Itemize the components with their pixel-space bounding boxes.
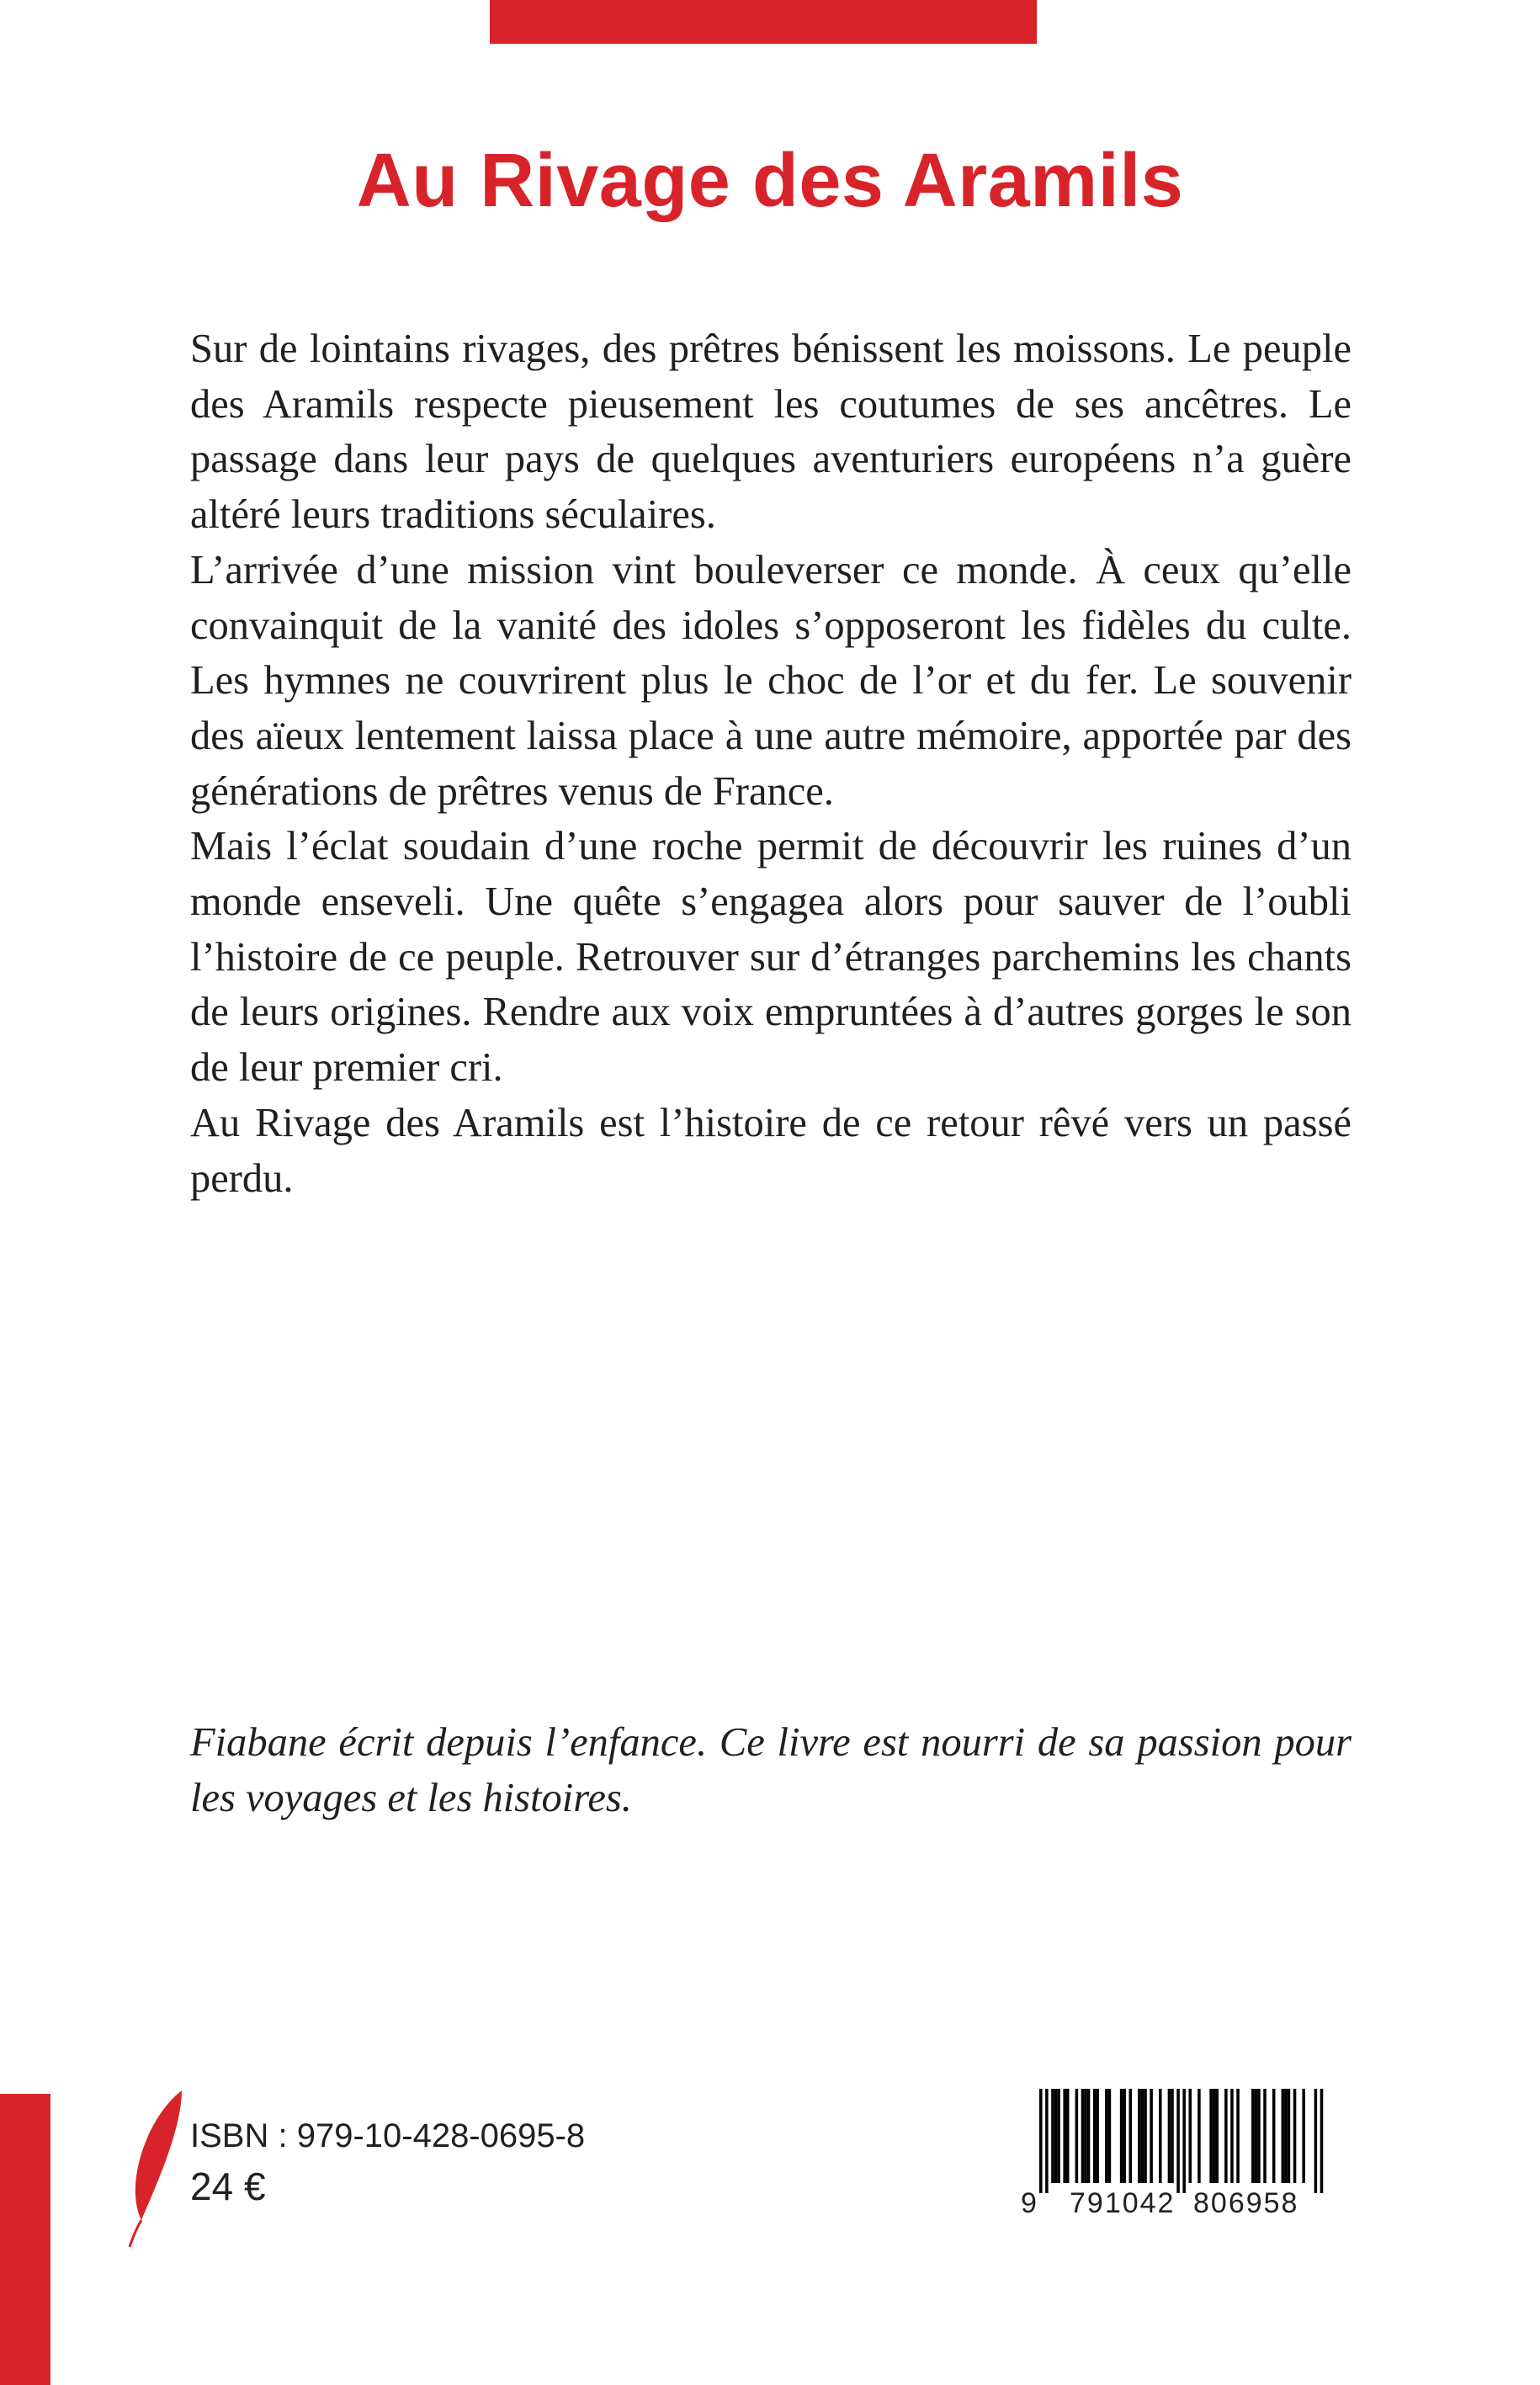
barcode-icon: [1021, 2089, 1330, 2272]
barcode-bar: [1272, 2089, 1276, 2183]
barcode-bar: [1144, 2089, 1147, 2183]
barcode-bar: [1209, 2089, 1213, 2183]
barcode-right-digits: 806958: [1193, 2187, 1299, 2219]
barcode-bar: [1236, 2089, 1240, 2183]
barcode-bar: [1284, 2089, 1288, 2183]
barcode-bar: [1293, 2089, 1297, 2183]
barcode-bar: [1320, 2089, 1324, 2193]
side-accent-bar: [0, 2094, 50, 2385]
barcode-bar: [1123, 2089, 1126, 2183]
barcode-bar: [1081, 2089, 1085, 2183]
barcode-bar: [1075, 2089, 1079, 2183]
barcode-bar: [1096, 2089, 1099, 2183]
barcode-bar: [1251, 2089, 1255, 2183]
barcode-bar: [1189, 2089, 1192, 2183]
barcode-bar: [1150, 2089, 1153, 2183]
barcode-bar: [1066, 2089, 1070, 2183]
barcode-bar: [1288, 2089, 1291, 2183]
barcode-bar: [1224, 2089, 1228, 2183]
barcode-bar: [1257, 2089, 1261, 2183]
barcode-bar: [1138, 2089, 1141, 2183]
barcode-bar: [1045, 2089, 1049, 2193]
synopsis-paragraph-4: Au Rivage des Aramils est l’histoire de ce retour rêvé vers un passé perdu.: [190, 1100, 1351, 1201]
top-accent-bar: [490, 0, 1037, 44]
barcode-bar: [1182, 2089, 1186, 2193]
barcode-bar: [1087, 2089, 1091, 2183]
barcode-bar: [1108, 2089, 1112, 2183]
barcode-bar: [1176, 2089, 1180, 2193]
feather-logo-icon: [126, 2089, 185, 2249]
barcode-bar: [1263, 2089, 1267, 2183]
author-bio: Fiabane écrit depuis l’enfance. Ce livre est nourri de sa passion pour les voyages et les histoires.: [190, 1720, 1351, 1820]
isbn-text: ISBN : 979-10-428-0695-8: [190, 2117, 586, 2154]
synopsis-paragraph-2: L’arrivée d’une mission vint bouleverser ce monde. À ceux qu’elle convainquit de la vanité des idoles s’opposeront les fidèles du culte. Les hymnes ne couvrirent plus le choc de l’or et du fer. Le souvenir des aïeux lentement laissa place à une autre mémoire, apportée par des générations de prêtres venus de France.: [190, 547, 1351, 814]
barcode-bar: [1282, 2089, 1285, 2183]
synopsis: [190, 321, 1351, 1206]
barcode-bar: [1120, 2089, 1123, 2183]
barcode-bar: [1255, 2089, 1258, 2183]
barcode-number: [1021, 2185, 1330, 2222]
barcode-bar: [1051, 2089, 1054, 2183]
barcode-bar: [1213, 2089, 1216, 2183]
barcode-bar: [1054, 2089, 1058, 2183]
barcode-lead-digit: 9: [1021, 2187, 1037, 2219]
barcode-bar: [1159, 2089, 1162, 2183]
barcode-bar: [1093, 2089, 1097, 2183]
barcode-bar: [1141, 2089, 1144, 2183]
barcode-bar: [1168, 2089, 1171, 2183]
synopsis-paragraph-3: Mais l’éclat soudain d’une roche permit de découvrir les ruines d’un monde enseveli. Une quête s’engagea alors pour sauver de l’oubli l’histoire de ce peuple. Retrouver sur d’étranges parchemins les chants de leurs origines. Rendre aux voix empruntées à d’autres gorges le son de leur premier cri.: [190, 824, 1351, 1091]
barcode-bar: [1084, 2089, 1087, 2183]
barcode-bar: [1039, 2089, 1043, 2193]
synopsis-paragraph-1: Sur de lointains rivages, des prêtres bénissent les moissons. Le peuple des Aramils respecte pieusement les coutumes de ses ancêtres. Le passage dans leur pays de quelques aventuriers européens n’a guère altéré leurs traditions séculaires.: [190, 327, 1351, 538]
barcode-bar: [1197, 2089, 1201, 2183]
barcode-bar: [1302, 2089, 1305, 2183]
barcode-bar: [1230, 2089, 1234, 2183]
price-text: 24 €: [190, 2165, 266, 2208]
barcode-bar: [1314, 2089, 1318, 2193]
barcode-bar: [1105, 2089, 1108, 2183]
barcode-bar: [1129, 2089, 1133, 2183]
barcode-bar: [1215, 2089, 1219, 2183]
barcode-bar: [1057, 2089, 1060, 2183]
barcode-left-digits: 791042: [1070, 2187, 1176, 2219]
barcode-bar: [1171, 2089, 1174, 2183]
barcode-bar: [1063, 2089, 1066, 2183]
book-title: Au Rivage des Aramils: [356, 139, 1184, 223]
